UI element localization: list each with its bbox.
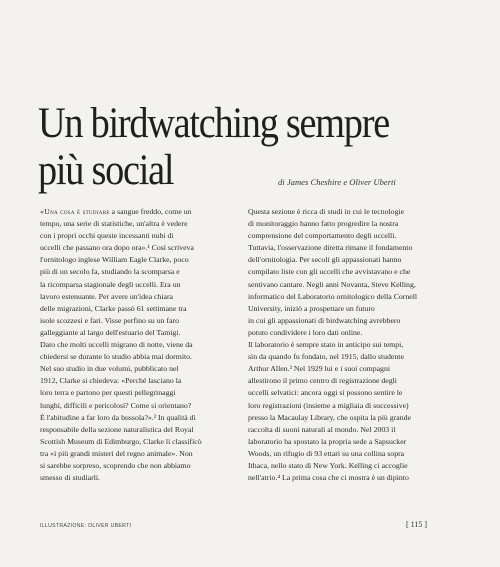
text-line: in cui gli appassionati di birdwatching avrebbero: [248, 315, 401, 325]
text-line: compilato liste con gli uccelli che avvistavano e che: [248, 267, 411, 277]
byline: di James Cheshire e Oliver Uberti: [278, 177, 396, 187]
text-line: più di un secolo fa, studiando la scomparsa e: [40, 267, 180, 277]
text-line: la ricomparsa stagionale degli uccelli. Era un: [40, 279, 181, 289]
text-line: laboratorio ha spostato la propria sede a Sapsucker: [248, 436, 407, 446]
text-line: dell'ornitologia. Per secoli gli appassionati hanno: [248, 255, 402, 265]
title-line-2: più social: [38, 147, 174, 194]
text-line: È l'abitudine a far loro da bussola?».² In qualità di: [40, 412, 196, 422]
text-line: Ithaca, nello stato di New York. Kelling ci accoglie: [248, 460, 408, 470]
text-line: Arthur Allen.³ Nel 1929 lui e i suoi compagni: [248, 364, 391, 374]
text-line: loro registrazioni (insieme a migliaia di successive): [248, 400, 409, 410]
lead-rest: a sangue freddo, come un: [109, 207, 192, 216]
text-line: smesso di studiarli.: [40, 473, 100, 483]
text-line: University, iniziò a prospettare un futuro: [248, 303, 375, 313]
text-line: [40, 206, 224, 218]
text-line: di monitoraggio hanno fatto progredire la nostra: [248, 219, 399, 229]
text-line: 1912, Clarke si chiedeva: «Perché lasciano la: [40, 376, 182, 386]
text-line: uccelli che passano ora dopo ora».¹ Così scriveva: [40, 243, 194, 253]
text-line: allestirono il primo centro di registrazione degli: [248, 376, 397, 386]
right-column-lines: [248, 206, 432, 484]
text-line: Dato che molti uccelli migrano di notte, viene da: [40, 340, 193, 350]
text-line: sentivano cantare. Negli anni Novanta, Steve Kelling,: [248, 279, 416, 289]
text-line: l'ornitologo inglese William Eagle Clarke, poco: [40, 255, 189, 265]
text-line: raccolta di suoni naturali al mondo. Nel 2003 il: [248, 424, 396, 434]
text-line: delle migrazioni, Clarke passò 61 settimane tra: [40, 303, 187, 313]
text-line: Scottish Museum di Edimburgo, Clarke li classificò: [40, 436, 202, 446]
text-line: comprensione del comportamento degli uccelli.: [248, 231, 397, 241]
text-line: informatico del Laboratorio ornitologico della Cornell: [248, 291, 418, 301]
text-line: isole scozzesi e fari. Visse perfino su un faro: [40, 315, 180, 325]
left-column: [40, 206, 224, 484]
page-number: [ 115 ]: [406, 520, 428, 529]
text-line: chiedersi se durante lo studio abbia mai dormito.: [40, 352, 193, 362]
text-line: nell'atrio.⁴ La prima cosa che ci mostra è un dipinto: [248, 473, 409, 483]
text-line: loro terra e partono per questi pellegrinaggi: [40, 388, 176, 398]
text-line: sin da quando fu fondato, nel 1915, dallo studente: [248, 352, 404, 362]
text-line: lavoro estenuante. Per avere un'idea chiara: [40, 291, 174, 301]
text-line: Nel suo studio in due volumi, pubblicato nel: [40, 364, 179, 374]
text-line: tra «i più grandi misteri del regno animale». Non: [40, 448, 193, 458]
text-line: responsabile della sezione naturalistica del Royal: [40, 424, 194, 434]
text-line: Tuttavia, l'osservazione diretta rimane il fondamento: [248, 243, 413, 253]
text-line: tempo, una serie di statistiche, un'altra è vedere: [40, 219, 188, 229]
text-line: potuto condividere i loro dati online.: [248, 327, 363, 337]
text-line: Questa sezione è ricca di studi in cui le tecnologie: [248, 207, 405, 216]
text-line: lunghi, difficili e pericolosi? Come si orientano?: [40, 400, 192, 410]
title-line-1: Un birdwatching sempre: [38, 100, 389, 147]
lead-smallcaps: «Una cosa è studiare: [40, 207, 110, 216]
text-line: con i propri occhi queste incessanti nubi di: [40, 231, 174, 241]
text-line: si sarebbe sorpreso, scoprendo che non abbiamo: [40, 460, 191, 470]
text-line: Il laboratorio è sempre stato in anticipo sui tempi,: [248, 340, 404, 350]
illustration-credit: ILLUSTRAZIONE: OLIVER UBERTI: [40, 523, 132, 529]
text-line: uccelli selvatici: ancora oggi si possono sentire le: [248, 388, 403, 398]
text-line: Woods, un rifugio di 93 ettari su una collina sopra: [248, 448, 405, 458]
left-column-lines: [40, 218, 224, 484]
right-column: [248, 206, 432, 484]
text-line: presso la Macaulay Library, che ospita la più grande: [248, 412, 411, 422]
text-line: galleggiante al largo dell'estuario del Tamigi.: [40, 327, 181, 337]
